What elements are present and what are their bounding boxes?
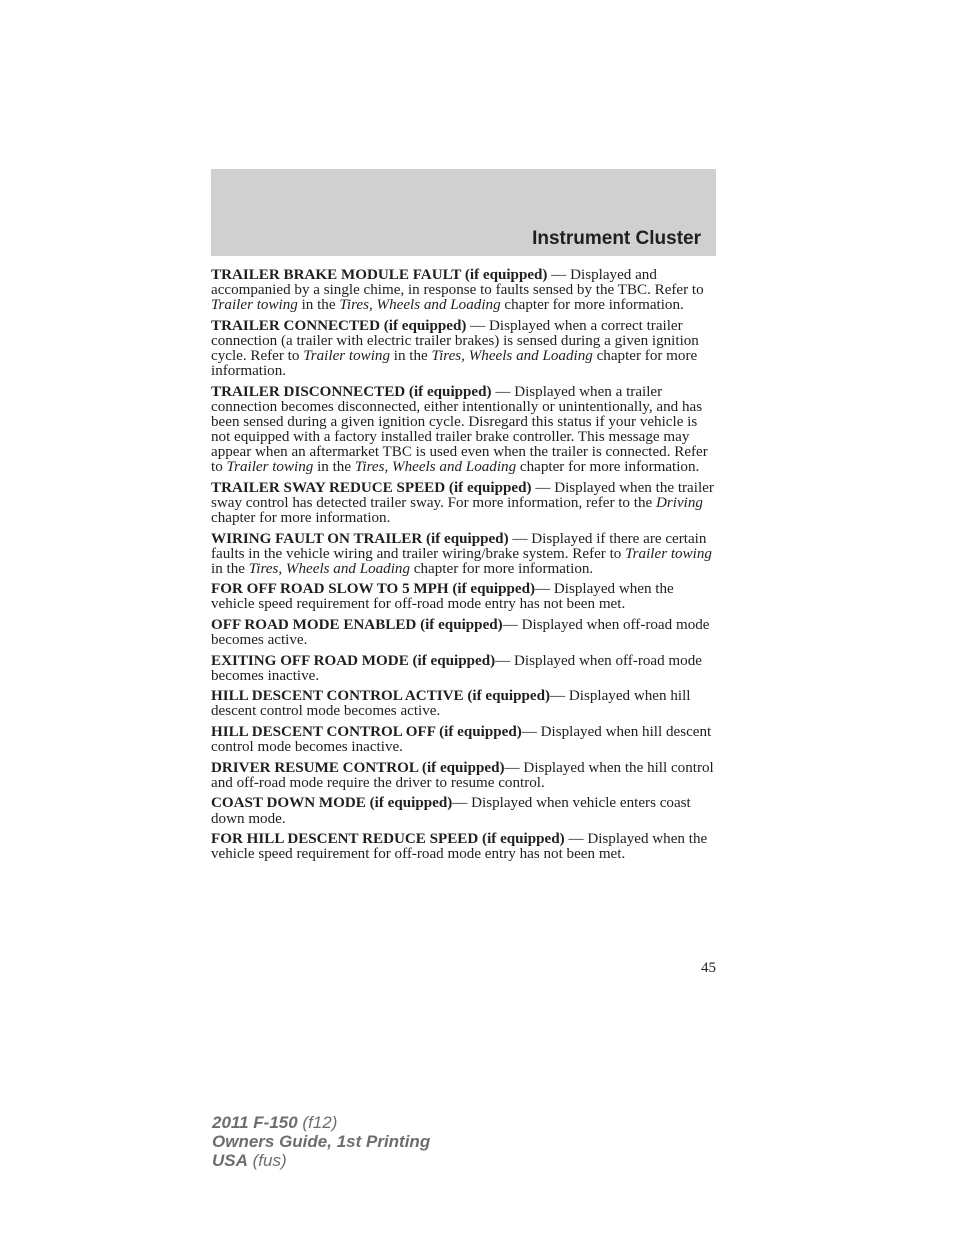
document-body — [211, 268, 718, 868]
message-description: — Displayed when the trailer sway control has detected trailer sway. For more information, refer to the — [211, 479, 714, 511]
cross-reference-chapter: Tires, Wheels and Loading — [431, 347, 593, 364]
message-description: chapter for more information. — [211, 509, 391, 526]
message-description: — Displayed if there are certain faults in the vehicle wiring and trailer wiring/brake system. Refer to — [211, 530, 707, 562]
footer-line-model — [212, 1113, 430, 1132]
message-description: chapter for more information. — [500, 297, 684, 314]
footer-market-code: (fus) — [247, 1151, 287, 1170]
message-term: HILL DESCENT CONTROL OFF (if equipped) — [211, 724, 522, 741]
message-description: chapter for more information. — [410, 560, 594, 577]
message-term: OFF ROAD MODE ENABLED (if equipped) — [211, 616, 503, 633]
message-term: FOR HILL DESCENT REDUCE SPEED (if equipped) — [211, 831, 565, 848]
message-term: DRIVER RESUME CONTROL (if equipped) — [211, 759, 505, 776]
message-entry-wiring-fault-on-trailer — [211, 532, 718, 577]
message-term: WIRING FAULT ON TRAILER (if equipped) — [211, 530, 509, 547]
message-entry-coast-down-mode — [211, 796, 718, 826]
footer-line-market — [212, 1151, 430, 1170]
publication-footer — [212, 1113, 430, 1170]
message-description: chapter for more information. — [516, 459, 700, 476]
page-number: 45 — [701, 960, 716, 976]
message-description: — Displayed when off-road mode becomes active. — [211, 616, 710, 649]
cross-reference-topic: Trailer towing — [625, 545, 712, 562]
message-entry-trailer-sway-reduce-speed — [211, 481, 718, 526]
message-term: COAST DOWN MODE (if equipped) — [211, 795, 453, 812]
cross-reference-topic: Trailer towing — [226, 459, 314, 476]
footer-model-year: 2011 F-150 — [212, 1113, 298, 1132]
footer-line-guide: Owners Guide, 1st Printing — [212, 1132, 431, 1151]
message-description: — Displayed when a correct trailer connection (a trailer with electric trailer brakes) is sensed during a given ignition cycle. Refer to — [211, 317, 699, 364]
message-description: in the — [297, 297, 340, 314]
message-description: — Displayed when a trailer connection becomes disconnected, either intentionally or unintentionally, and has been sensed during a given ignition cycle. Disregard this status if your vehicle is not equipped with a factory installed trailer brake controller. This message may appear when an aftermarket TBC is used even when the trailer is connected. Refer to — [211, 383, 708, 476]
message-entry-exiting-off-road-mode — [211, 654, 718, 684]
message-term: TRAILER BRAKE MODULE FAULT (if equipped) — [211, 267, 548, 283]
footer-market: USA — [212, 1151, 248, 1170]
message-description: in the — [313, 459, 355, 476]
footer-model-code: (f12) — [297, 1113, 338, 1132]
message-description: — Displayed when the hill control and off-road mode require the driver to resume control. — [211, 759, 714, 791]
message-entry-trailer-connected — [211, 319, 718, 379]
cross-reference-topic: Trailer towing — [303, 347, 391, 364]
message-entry-driver-resume-control — [211, 761, 718, 791]
message-description: — Displayed when the vehicle speed requirement for off-road mode entry has not been met. — [211, 831, 708, 863]
message-term: TRAILER CONNECTED (if equipped) — [211, 317, 467, 334]
message-term: TRAILER DISCONNECTED (if equipped) — [211, 383, 492, 400]
message-description: — Displayed and accompanied by a single chime, in response to faults sensed by the TBC. Refer to — [211, 267, 704, 299]
message-description: in the — [211, 560, 249, 577]
cross-reference-topic: Trailer towing — [211, 297, 298, 314]
message-term: HILL DESCENT CONTROL ACTIVE (if equipped) — [211, 688, 551, 705]
message-term: EXITING OFF ROAD MODE (if equipped) — [211, 652, 496, 669]
message-entry-hill-descent-reduce-speed — [211, 832, 718, 862]
message-description: — Displayed when the vehicle speed requirement for off-road mode entry has not been met. — [211, 581, 674, 613]
message-description: — Displayed when vehicle enters coast down mode. — [211, 795, 691, 827]
message-entry-trailer-brake-module-fault — [211, 268, 718, 313]
cross-reference-chapter: Driving — [655, 494, 703, 511]
message-description: — Displayed when hill descent control mode becomes inactive. — [211, 724, 712, 756]
message-term: FOR OFF ROAD SLOW TO 5 MPH (if equipped) — [211, 581, 535, 598]
message-term: TRAILER SWAY REDUCE SPEED (if equipped) — [211, 479, 532, 496]
cross-reference-chapter: Tires, Wheels and Loading — [248, 560, 411, 577]
section-title: Instrument Cluster — [532, 228, 701, 249]
message-description: in the — [390, 347, 432, 364]
cross-reference-chapter: Tires, Wheels and Loading — [354, 459, 517, 476]
message-entry-hill-descent-control-off — [211, 725, 718, 755]
message-description: chapter for more information. — [211, 347, 698, 380]
message-entry-hill-descent-control-active — [211, 689, 718, 719]
message-description: — Displayed when off-road mode becomes inactive. — [211, 652, 702, 684]
message-entry-off-road-slow-to-5-mph — [211, 582, 718, 612]
message-description: — Displayed when hill descent control mode becomes active. — [211, 688, 691, 720]
message-entry-trailer-disconnected — [211, 385, 718, 476]
section-header-band — [211, 169, 716, 256]
message-entry-off-road-mode-enabled — [211, 618, 718, 648]
cross-reference-chapter: Tires, Wheels and Loading — [339, 297, 501, 314]
